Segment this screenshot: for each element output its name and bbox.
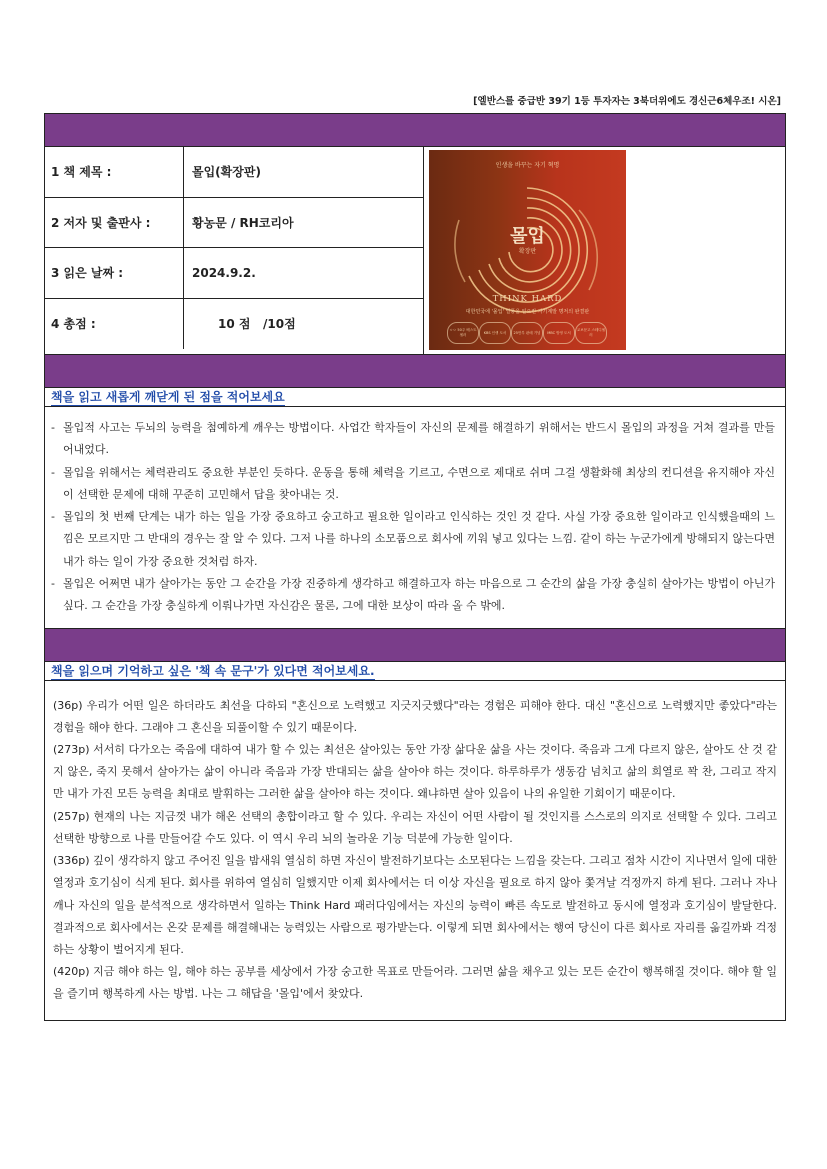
cover-cell [424, 147, 785, 354]
info-row-title [45, 147, 423, 198]
list-item: - 몰입은 어쩌면 내가 살아가는 동안 그 순간을 가장 진중하게 생각하고 해결하고자 하는 마음으로 그 순간의 삶을 가장 충실히 살아가는 방법이 아닌가 싶다. 그 순간을 가장 충실하게 이뤄나가면 자신감은 물론, 그에 대한 보상이 따라 올 수 밖에. [51, 573, 775, 618]
laurel-badge: MBC 방영 도서 [543, 322, 575, 344]
laurel-badge: 25만부 판매 기념 [511, 322, 543, 344]
cover-title: 몰입 [510, 226, 545, 247]
laurel-badge: ㅇㅇ 50주 베스트셀러 [447, 322, 479, 344]
info-label: 3 읽은 날짜 : [45, 248, 184, 298]
quote-paragraph: (257p) 현재의 나는 지금껏 내가 해온 선택의 총합이라고 할 수 있다. 우리는 자신이 어떤 사람이 될 것인지를 스스로의 의지로 선택할 수 있다. 그리고 선택한 방향으로 나를 만들어갈 수도 있다. 이 역시 우리 뇌의 놀라운 기능 덕분에 가능한 일이다. [53, 809, 777, 845]
laurel-badge: 교보문고 스테디셀러 [575, 322, 607, 344]
purple-band-top [45, 114, 785, 147]
purple-band-section1 [45, 355, 785, 388]
quote-paragraph: (273p) 서서히 다가오는 죽음에 대하여 내가 할 수 있는 최선은 살아있는 동안 가장 삶다운 삶을 사는 것이다. 죽음과 그게 다르지 않은, 살아도 산 것 같지 않은, 죽지 못해서 살아가는 삶이 아니라 죽음과 가장 반대되는 삶을 살아야 하는 것이다. 하루하루가 생동감 넘치고 삶의 희열로 꽉 찬, 그리고 작지만 내가 가진 모든 능력을 최대로 발휘하는 그러한 삶을 살아야 하는 것이다. 왜냐하면 살아 있음이 나의 유일한 기회이기 때문이다. [53, 743, 777, 801]
section2-title [45, 662, 785, 681]
cover-badges [447, 322, 607, 344]
cover-author: 확장판 [518, 248, 537, 255]
laurel-badge: KBS 인생 도서 [479, 322, 511, 344]
info-row-score [45, 299, 423, 350]
cover-top-text: 인생을 바꾸는 자기 혁명 [495, 162, 560, 169]
cover-subtitle: 대한민국에 '몰입' 열풍을 일으킨 자기계발 명저의 완결판 [465, 309, 590, 315]
quote-paragraph: (336p) 깊이 생각하지 않고 주어진 일을 밤새워 열심히 하면 자신이 발전하기보다는 소모된다는 느낌을 갖는다. 그리고 점차 시간이 지나면서 일에 대한 열정과 호기심이 식게 된다. 회사를 위하여 열심히 일했지만 이제 회사에서는 더 이상 자신을 필요로 하지 않아 쫓겨날 걱정까지 하게 된다. 그러나 자나 깨나 자신의 일을 분석적으로 생각하면서 일하는 Think Hard 패러다임에서는 자신의 능력이 빠른 속도로 발전하고 동시에 열정과 호기심이 발달한다. 결과적으로 회사에서는 온갖 문제를 해결해내는 능력있는 사람으로 평가받는다. 이렇게 되면 회사에서는 행여 당신이 다른 회사로 자리를 옮길까봐 걱정하는 상황이 벌어지게 된다. [53, 854, 777, 956]
list-item: - 몰입의 첫 번째 단계는 내가 하는 일을 가장 중요하고 숭고하고 필요한 일이라고 인식하는 것인 것 같다. 사실 가장 중요한 일이라고 인식했을때의 느낌은 모르지만 그 반대의 경우는 잘 알 수 있다. 그저 나를 하나의 소모품으로 회사에 끼워 넣고 있다는 느낌. 같이 하는 누군가에게 방해되지 않는다면 내가 하는 일이 가장 중요한 것처럼 하자. [51, 506, 775, 573]
info-label: 2 저자 및 출판사 : [45, 198, 184, 248]
list-item: - 몰입을 위해서는 체력관리도 중요한 부분인 듯하다. 운동을 통해 체력을 기르고, 수면으로 제대로 쉬며 그걸 생활화해 최상의 컨디션을 유지해야 자신이 선택한 문제에 대해 꾸준히 고민해서 답을 찾아내는 것. [51, 462, 775, 507]
list-item: - 몰입적 사고는 두뇌의 능력을 첨예하게 깨우는 방법이다. 사업간 학자들이 자신의 문제를 해결하기 위해서는 반드시 몰입의 과정을 거쳐 결과를 만들어내었다. [51, 417, 775, 462]
info-value-title: 몰입(확장판) [192, 165, 261, 180]
book-report-sheet [44, 113, 786, 1021]
section1-title [45, 388, 785, 407]
book-info-table [45, 147, 424, 354]
section2-title-text: 책을 읽으며 기억하고 싶은 '책 속 문구'가 있다면 적어보세요. [51, 663, 375, 678]
cover-think-hard: THINK HARD [492, 294, 563, 304]
info-value-author: 황농문 / RH코리아 [192, 215, 294, 230]
realizations-list [45, 407, 785, 629]
info-label: 1 책 제목 : [45, 147, 184, 197]
info-value-score: 10 점 /10점 [218, 317, 296, 332]
info-row-date [45, 248, 423, 299]
quote-paragraph: (420p) 지금 해야 하는 일, 해야 하는 공부를 세상에서 가장 숭고한 목표로 만들어라. 그러면 삶을 채우고 있는 모든 순간이 행복해질 것이다. 해야 할 일을 즐기며 행복하게 사는 방법. 나는 그 해답을 '몰입'에서 찾았다. [53, 965, 777, 1001]
quote-paragraph: (36p) 우리가 어떤 일은 하더라도 최선을 다하되 "혼신으로 노력했고 지긋지긋했다"라는 경험은 피해야 한다. 대신 "혼신으로 노력했지만 좋았다"라는 경험을 해야 한다. 그래야 그 혼신을 되풀이할 수 있기 때문이다. [53, 698, 777, 734]
section1-title-text: 책을 읽고 새롭게 깨닫게 된 점을 적어보세요 [51, 390, 285, 404]
info-label: 4 총점 : [45, 299, 184, 350]
book-info-section [45, 147, 785, 355]
purple-band-section2 [45, 629, 785, 662]
info-row-author [45, 198, 423, 249]
quotes-block [45, 681, 785, 1020]
header-note: [엘반스를 중급반 39기 1등 투자자는 3북더위에도 경신근6체우조! 시온] [473, 96, 781, 107]
info-value-date: 2024.9.2. [192, 265, 256, 280]
book-cover-image [429, 150, 626, 350]
